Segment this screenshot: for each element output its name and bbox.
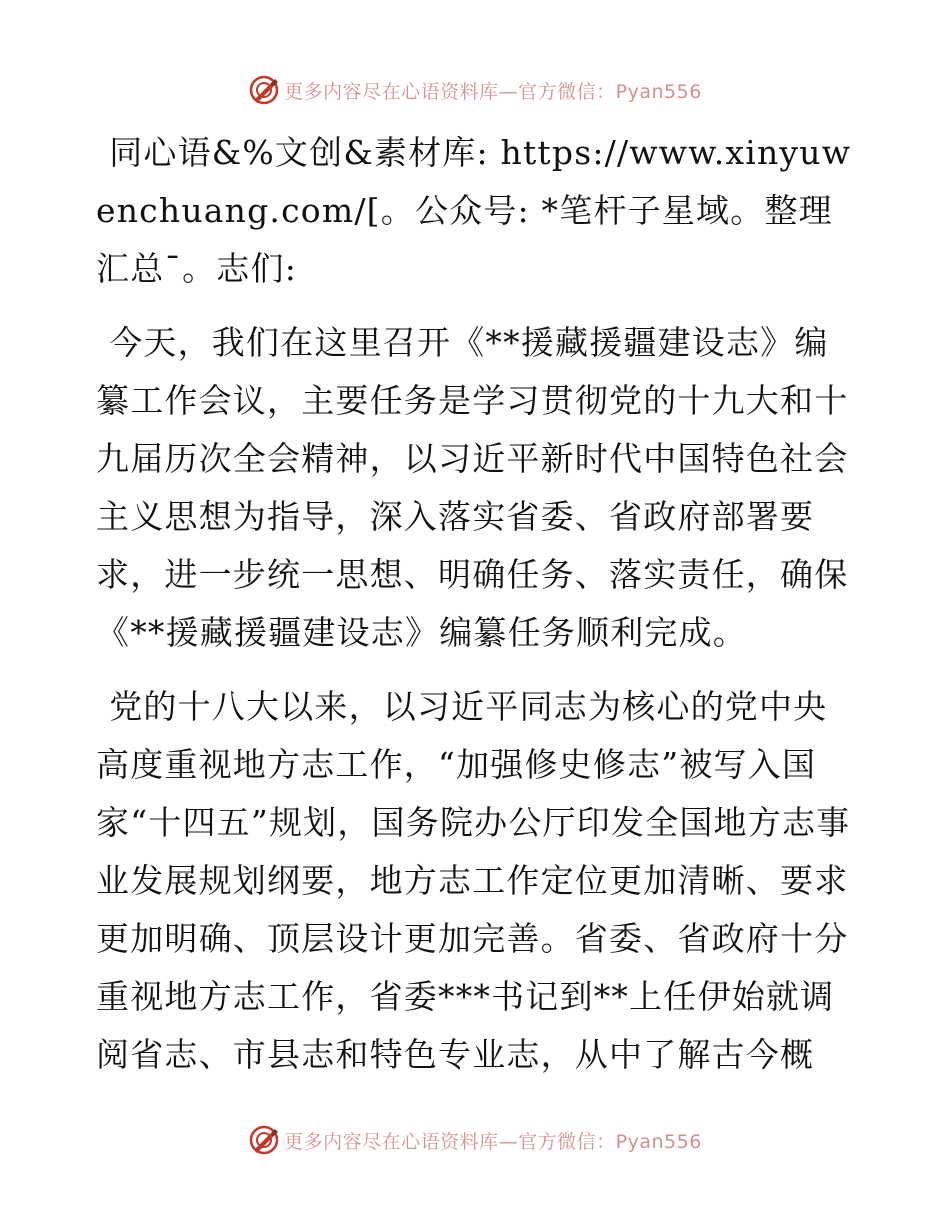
brand-logo-icon — [248, 74, 280, 106]
brand-logo-icon — [248, 1124, 280, 1156]
document-body — [96, 124, 856, 1100]
footer-banner-text: 更多内容尽在心语资料库—官方微信：Pyan556 — [284, 1130, 702, 1153]
header-banner-text: 更多内容尽在心语资料库—官方微信：Pyan556 — [284, 80, 702, 103]
paragraph-intro: 同心语&%文创&素材库: https://www.xinyuwenchuang.com/[。公众号: *笔杆子星域。整理汇总¯。志们: — [96, 133, 852, 288]
header-banner — [0, 70, 950, 110]
paragraph-meeting-purpose: 今天，我们在这里召开《**援藏援疆建设志》编纂工作会议，主要任务是学习贯彻党的十九大和十九届历次全会精神，以习近平新时代中国特色社会主义思想为指导，深入落实省委、省政府部署要求，进一步统一思想、明确任务、落实责任，确保《**援藏援疆建设志》编纂任务顺利完成。 — [96, 323, 849, 652]
paragraph-background: 党的十八大以来，以习近平同志为核心的党中央高度重视地方志工作，“加强修史修志”被写入国家“十四五”规划，国务院办公厅印发全国地方志事业发展规划纲要，地方志工作定位更加清晰、要求更加明确、顶层设计更加完善。省委、省政府十分重视地方志工作，省委***书记到**上任伊始就调阅省志、市县志和特色专业志，从中了解古今概 — [96, 687, 851, 1074]
footer-banner — [0, 1120, 950, 1160]
